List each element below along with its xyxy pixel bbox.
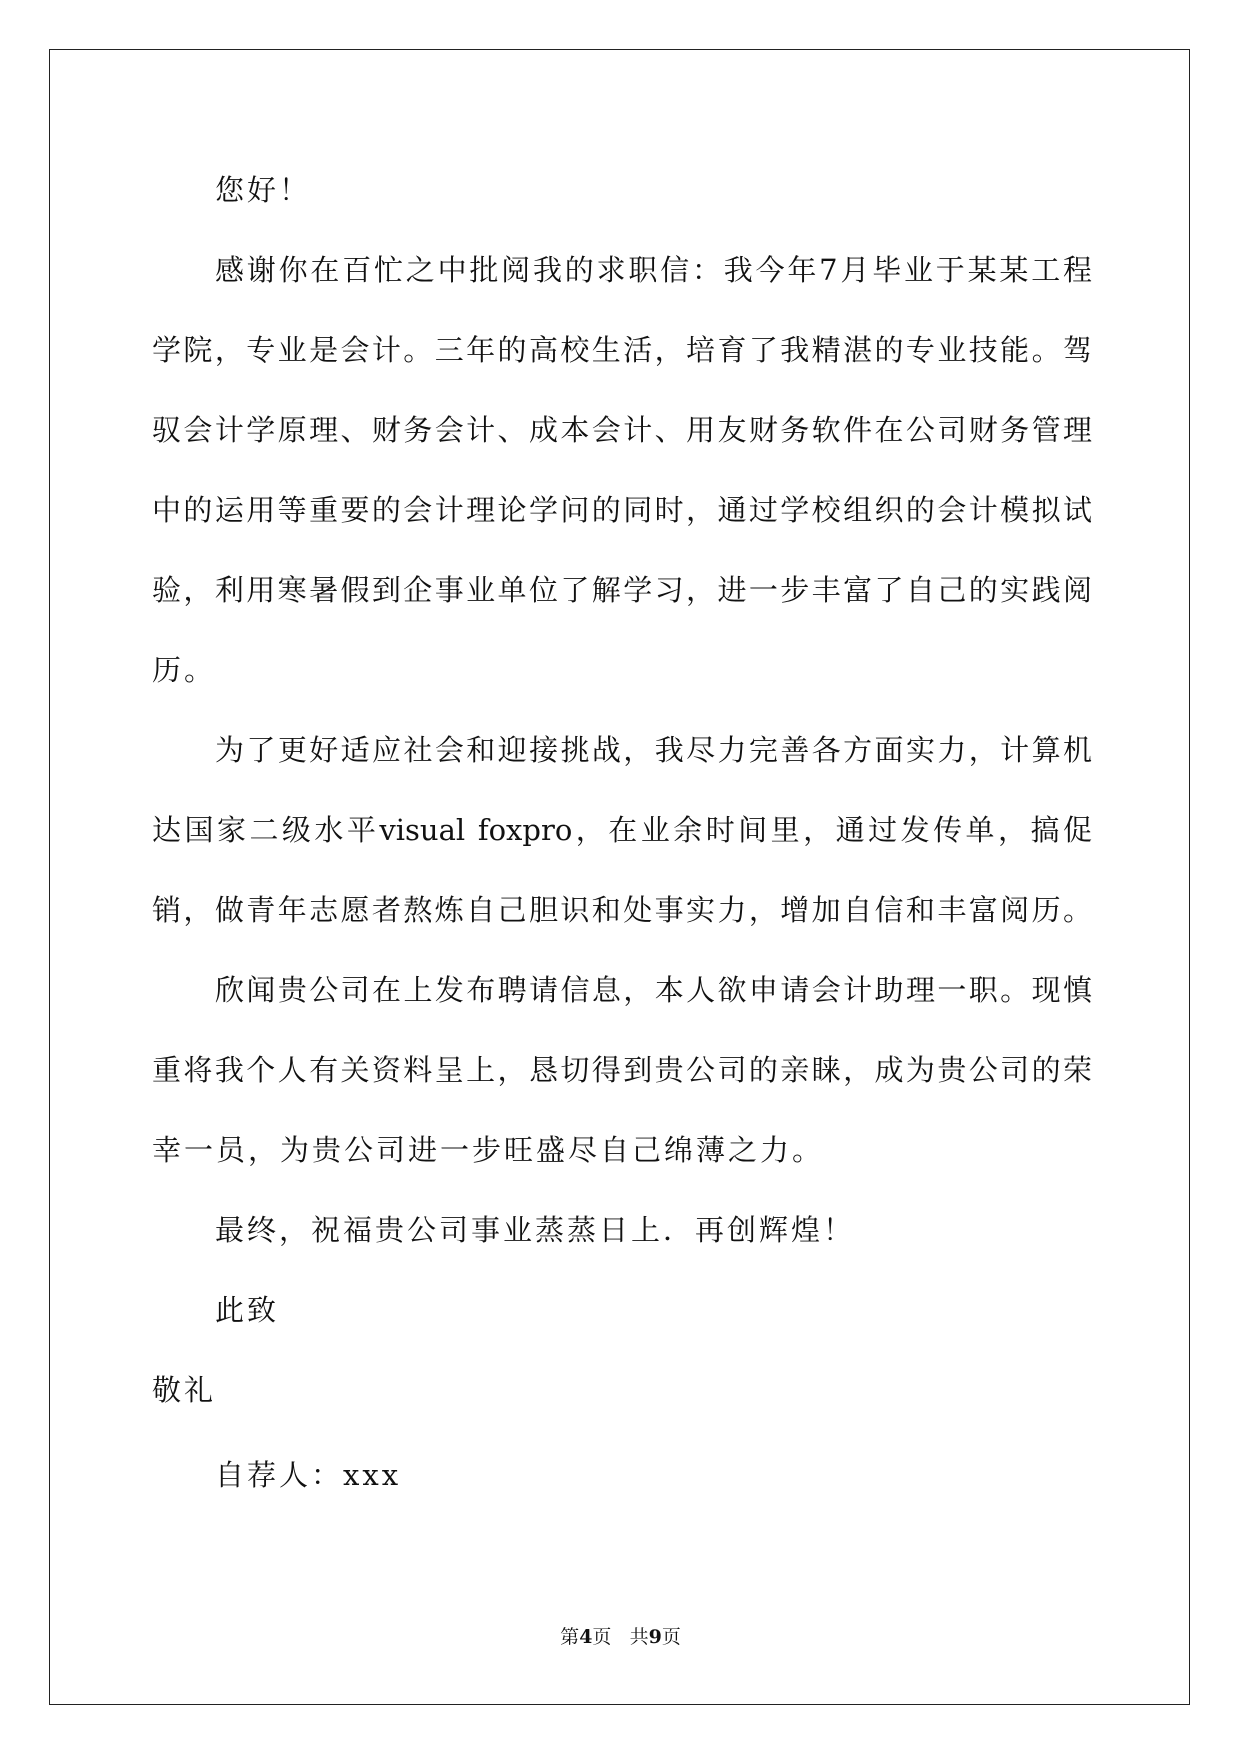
paragraph-3-line-3: 幸一员，为贵公司进一步旺盛尽自己绵薄之力。	[152, 1133, 825, 1167]
paragraph-1-line-6: 历。	[152, 653, 217, 687]
closing-wish: 最终，祝福贵公司事业蒸蒸日上．再创辉煌！	[215, 1213, 856, 1247]
paragraph-2-line-3: 销，做青年志愿者熬炼自己胆识和处事实力，增加自信和丰富阅历。	[152, 893, 1092, 927]
salutation-cizhi: 此致	[215, 1293, 280, 1327]
paragraph-3-line-2: 重将我个人有关资料呈上，恳切得到贵公司的亲睐，成为贵公司的荣	[152, 1053, 1092, 1087]
paragraph-2-line-1: 为了更好适应社会和迎接挑战，我尽力完善各方面实力，计算机	[215, 733, 1092, 767]
paragraph-1-line-1: 感谢你在百忙之中批阅我的求职信：我今年7月毕业于某某工程	[215, 253, 1092, 287]
page-footer	[0, 1625, 1241, 1649]
page-current: 4	[579, 1626, 593, 1648]
paragraph-2-line-2: 达国家二级水平visual foxpro，在业余时间里，通过发传单，搞促	[152, 813, 1092, 847]
paragraph-1-line-3: 驭会计学原理、财务会计、成本会计、用友财务软件在公司财务管理	[152, 413, 1092, 447]
salutation-jingli: 敬礼	[152, 1373, 217, 1407]
total-prefix: 共	[629, 1626, 649, 1648]
paragraph-3-line-1: 欣闻贵公司在上发布聘请信息，本人欲申请会计助理一职。现慎	[215, 973, 1092, 1007]
paragraph-1-line-2: 学院，专业是会计。三年的高校生活，培育了我精湛的专业技能。驾	[152, 333, 1092, 367]
page-total: 9	[648, 1626, 662, 1648]
page-prefix: 第	[560, 1626, 580, 1648]
signature: 自荐人：xxx	[215, 1458, 402, 1492]
total-suffix: 页	[661, 1626, 681, 1648]
paragraph-1-line-4: 中的运用等重要的会计理论学问的同时，通过学校组织的会计模拟试	[152, 493, 1092, 527]
greeting: 您好！	[215, 173, 312, 207]
paragraph-1-line-5: 验，利用寒暑假到企事业单位了解学习，进一步丰富了自己的实践阅	[152, 573, 1092, 607]
page-suffix: 页	[592, 1626, 612, 1648]
